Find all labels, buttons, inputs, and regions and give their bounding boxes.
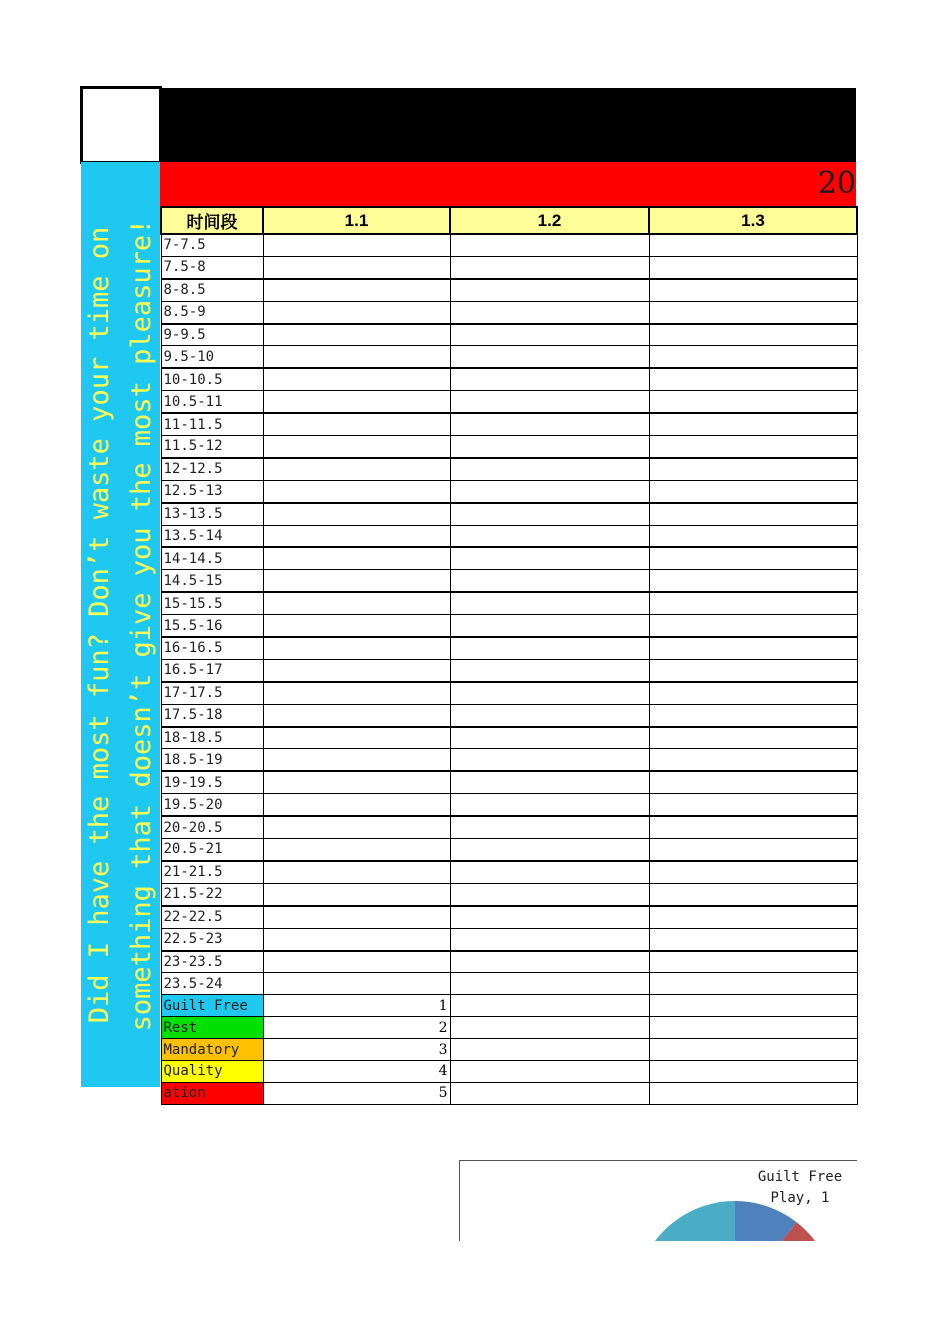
time-slot-cell: 13.5-14 xyxy=(161,525,263,547)
schedule-cell-day-2[interactable] xyxy=(450,951,649,973)
schedule-cell-day-1[interactable] xyxy=(263,570,450,592)
schedule-cell-day-3[interactable] xyxy=(649,346,857,368)
date-banner-text: 20 xyxy=(817,166,856,201)
table-row xyxy=(161,839,857,861)
schedule-cell-day-2[interactable] xyxy=(450,324,649,346)
schedule-cell-day-1[interactable] xyxy=(263,234,450,256)
schedule-cell-day-1[interactable] xyxy=(263,771,450,793)
schedule-cell-day-3[interactable] xyxy=(649,458,857,480)
table-row xyxy=(161,458,857,480)
time-slot-cell: 14.5-15 xyxy=(161,570,263,592)
table-row xyxy=(161,413,857,435)
logo-box xyxy=(80,86,162,164)
table-row xyxy=(161,906,857,928)
time-slot-cell: 12-12.5 xyxy=(161,458,263,480)
time-slot-cell: 21-21.5 xyxy=(161,861,263,883)
time-slot-cell: 9-9.5 xyxy=(161,324,263,346)
time-slot-cell: 18-18.5 xyxy=(161,727,263,749)
schedule-cell-day-3[interactable] xyxy=(649,324,857,346)
schedule-cell-day-1[interactable] xyxy=(263,324,450,346)
schedule-cell-day-3[interactable] xyxy=(649,816,857,838)
schedule-cell-day-2[interactable] xyxy=(450,525,649,547)
header-day-1: 1.1 xyxy=(263,207,450,234)
legend-label: Mandatory xyxy=(161,1039,263,1061)
schedule-table xyxy=(160,206,858,1105)
schedule-cell-day-2[interactable] xyxy=(450,570,649,592)
table-row xyxy=(161,279,857,301)
schedule-cell-day-2[interactable] xyxy=(450,906,649,928)
table-row xyxy=(161,816,857,838)
schedule-cell-day-2[interactable] xyxy=(450,391,649,413)
table-row xyxy=(161,704,857,726)
schedule-cell-day-1[interactable] xyxy=(263,973,450,995)
schedule-cell-day-3[interactable] xyxy=(649,749,857,771)
legend-row xyxy=(161,1039,857,1061)
schedule-cell-day-2[interactable] xyxy=(450,839,649,861)
schedule-cell-day-2[interactable] xyxy=(450,368,649,390)
table-row xyxy=(161,301,857,323)
table-row xyxy=(161,436,857,458)
time-slot-cell: 20-20.5 xyxy=(161,816,263,838)
time-slot-cell: 18.5-19 xyxy=(161,749,263,771)
time-slot-cell: 13-13.5 xyxy=(161,503,263,525)
time-slot-cell: 23.5-24 xyxy=(161,973,263,995)
schedule-cell-day-1[interactable] xyxy=(263,951,450,973)
pie-data-label-line2: Play, 1 xyxy=(770,1190,830,1206)
schedule-cell-day-2[interactable] xyxy=(450,346,649,368)
legend-value: 4 xyxy=(263,1060,450,1082)
table-row xyxy=(161,794,857,816)
time-slot-cell: 11.5-12 xyxy=(161,436,263,458)
schedule-cell-day-2[interactable] xyxy=(450,413,649,435)
time-slot-cell: 22-22.5 xyxy=(161,906,263,928)
legend-label: Guilt Free xyxy=(161,995,263,1017)
header-day-3: 1.3 xyxy=(649,207,857,234)
schedule-cell-day-2[interactable] xyxy=(450,637,649,659)
time-slot-cell: 14-14.5 xyxy=(161,547,263,569)
schedule-cell-day-3[interactable] xyxy=(649,615,857,637)
table-row xyxy=(161,951,857,973)
time-slot-cell: 17-17.5 xyxy=(161,682,263,704)
table-row xyxy=(161,368,857,390)
motto-text xyxy=(81,172,160,1077)
legend-empty-cell xyxy=(450,1039,649,1061)
legend-empty-cell xyxy=(649,1017,857,1039)
schedule-cell-day-3[interactable] xyxy=(649,413,857,435)
schedule-cell-day-2[interactable] xyxy=(450,480,649,502)
schedule-cell-day-1[interactable] xyxy=(263,547,450,569)
time-slot-cell: 23-23.5 xyxy=(161,951,263,973)
schedule-cell-day-1[interactable] xyxy=(263,861,450,883)
header-time-period: 时间段 xyxy=(161,207,263,234)
table-row xyxy=(161,480,857,502)
schedule-cell-day-2[interactable] xyxy=(450,301,649,323)
motto-banner xyxy=(81,162,160,1087)
legend-value: 5 xyxy=(263,1082,450,1104)
schedule-cell-day-3[interactable] xyxy=(649,503,857,525)
schedule-cell-day-3[interactable] xyxy=(649,301,857,323)
schedule-cell-day-3[interactable] xyxy=(649,951,857,973)
time-slot-cell: 10.5-11 xyxy=(161,391,263,413)
schedule-cell-day-3[interactable] xyxy=(649,256,857,278)
schedule-cell-day-3[interactable] xyxy=(649,592,857,614)
table-row xyxy=(161,682,857,704)
schedule-cell-day-2[interactable] xyxy=(450,234,649,256)
schedule-body xyxy=(161,234,857,1104)
schedule-cell-day-3[interactable] xyxy=(649,659,857,681)
table-row xyxy=(161,727,857,749)
title-banner xyxy=(160,88,856,162)
legend-label: Rest xyxy=(161,1017,263,1039)
date-banner xyxy=(160,162,856,206)
table-row xyxy=(161,771,857,793)
schedule-cell-day-1[interactable] xyxy=(263,525,450,547)
schedule-cell-day-2[interactable] xyxy=(450,503,649,525)
time-slot-cell: 17.5-18 xyxy=(161,704,263,726)
time-slot-cell: 16-16.5 xyxy=(161,637,263,659)
table-row xyxy=(161,503,857,525)
legend-row xyxy=(161,1082,857,1104)
schedule-cell-day-1[interactable] xyxy=(263,368,450,390)
schedule-cell-day-3[interactable] xyxy=(649,547,857,569)
schedule-cell-day-2[interactable] xyxy=(450,682,649,704)
time-slot-cell: 11-11.5 xyxy=(161,413,263,435)
schedule-cell-day-1[interactable] xyxy=(263,727,450,749)
legend-empty-cell xyxy=(450,995,649,1017)
schedule-cell-day-2[interactable] xyxy=(450,771,649,793)
schedule-cell-day-1[interactable] xyxy=(263,279,450,301)
schedule-cell-day-3[interactable] xyxy=(649,928,857,950)
time-slot-cell: 20.5-21 xyxy=(161,839,263,861)
schedule-cell-day-2[interactable] xyxy=(450,256,649,278)
schedule-cell-day-2[interactable] xyxy=(450,928,649,950)
schedule-cell-day-1[interactable] xyxy=(263,615,450,637)
legend-empty-cell xyxy=(450,1060,649,1082)
motto-line-2: something that doesn’t give you the most pleasure! xyxy=(125,218,157,1031)
time-slot-cell: 12.5-13 xyxy=(161,480,263,502)
legend-value: 1 xyxy=(263,995,450,1017)
table-row xyxy=(161,615,857,637)
schedule-cell-day-1[interactable] xyxy=(263,301,450,323)
schedule-cell-day-2[interactable] xyxy=(450,816,649,838)
schedule-cell-day-1[interactable] xyxy=(263,458,450,480)
schedule-cell-day-2[interactable] xyxy=(450,436,649,458)
schedule-cell-day-3[interactable] xyxy=(649,480,857,502)
schedule-cell-day-1[interactable] xyxy=(263,346,450,368)
schedule-cell-day-3[interactable] xyxy=(649,727,857,749)
schedule-cell-day-3[interactable] xyxy=(649,234,857,256)
schedule-cell-day-3[interactable] xyxy=(649,861,857,883)
schedule-cell-day-1[interactable] xyxy=(263,839,450,861)
schedule-cell-day-3[interactable] xyxy=(649,570,857,592)
table-row xyxy=(161,324,857,346)
pie-chart xyxy=(459,1160,857,1241)
legend-row xyxy=(161,1017,857,1039)
schedule-cell-day-2[interactable] xyxy=(450,749,649,771)
schedule-cell-day-1[interactable] xyxy=(263,749,450,771)
time-slot-cell: 22.5-23 xyxy=(161,928,263,950)
schedule-cell-day-1[interactable] xyxy=(263,928,450,950)
schedule-cell-day-2[interactable] xyxy=(450,592,649,614)
schedule-cell-day-3[interactable] xyxy=(649,637,857,659)
schedule-cell-day-1[interactable] xyxy=(263,391,450,413)
schedule-cell-day-3[interactable] xyxy=(649,906,857,928)
schedule-cell-day-3[interactable] xyxy=(649,839,857,861)
schedule-cell-day-3[interactable] xyxy=(649,704,857,726)
schedule-cell-day-3[interactable] xyxy=(649,883,857,905)
schedule-cell-day-1[interactable] xyxy=(263,682,450,704)
schedule-cell-day-3[interactable] xyxy=(649,368,857,390)
time-slot-cell: 7.5-8 xyxy=(161,256,263,278)
time-slot-cell: 8-8.5 xyxy=(161,279,263,301)
pie-data-label xyxy=(750,1167,850,1209)
legend-empty-cell xyxy=(450,1017,649,1039)
legend-empty-cell xyxy=(649,1039,857,1061)
schedule-cell-day-2[interactable] xyxy=(450,794,649,816)
schedule-cell-day-3[interactable] xyxy=(649,525,857,547)
table-row xyxy=(161,973,857,995)
legend-empty-cell xyxy=(649,995,857,1017)
header-day-2: 1.2 xyxy=(450,207,649,234)
legend-label: Quality xyxy=(161,1060,263,1082)
time-slot-cell: 19-19.5 xyxy=(161,771,263,793)
time-slot-cell: 15.5-16 xyxy=(161,615,263,637)
schedule-cell-day-1[interactable] xyxy=(263,816,450,838)
time-slot-cell: 15-15.5 xyxy=(161,592,263,614)
schedule-cell-day-1[interactable] xyxy=(263,503,450,525)
time-slot-cell: 10-10.5 xyxy=(161,368,263,390)
legend-row xyxy=(161,995,857,1017)
header-row xyxy=(161,207,857,234)
schedule-cell-day-2[interactable] xyxy=(450,973,649,995)
schedule-cell-day-1[interactable] xyxy=(263,413,450,435)
schedule-cell-day-2[interactable] xyxy=(450,659,649,681)
schedule-cell-day-3[interactable] xyxy=(649,771,857,793)
table-row xyxy=(161,570,857,592)
table-row xyxy=(161,547,857,569)
time-slot-cell: 19.5-20 xyxy=(161,794,263,816)
schedule-cell-day-1[interactable] xyxy=(263,256,450,278)
table-row xyxy=(161,234,857,256)
schedule-cell-day-3[interactable] xyxy=(649,682,857,704)
schedule-cell-day-1[interactable] xyxy=(263,480,450,502)
table-row xyxy=(161,749,857,771)
schedule-cell-day-2[interactable] xyxy=(450,279,649,301)
table-row xyxy=(161,883,857,905)
table-row xyxy=(161,659,857,681)
schedule-cell-day-2[interactable] xyxy=(450,704,649,726)
schedule-cell-day-1[interactable] xyxy=(263,637,450,659)
schedule-cell-day-1[interactable] xyxy=(263,704,450,726)
table-row xyxy=(161,637,857,659)
schedule-cell-day-3[interactable] xyxy=(649,436,857,458)
time-slot-cell: 21.5-22 xyxy=(161,883,263,905)
time-slot-cell: 9.5-10 xyxy=(161,346,263,368)
pie-data-label-line1: Guilt Free xyxy=(757,1169,843,1185)
legend-empty-cell xyxy=(450,1082,649,1104)
schedule-cell-day-1[interactable] xyxy=(263,659,450,681)
table-row xyxy=(161,256,857,278)
table-row xyxy=(161,928,857,950)
pie-slice xyxy=(641,1201,735,1241)
schedule-cell-day-2[interactable] xyxy=(450,727,649,749)
table-row xyxy=(161,346,857,368)
time-slot-cell: 7-7.5 xyxy=(161,234,263,256)
schedule-cell-day-2[interactable] xyxy=(450,615,649,637)
schedule-cell-day-2[interactable] xyxy=(450,458,649,480)
legend-label: ation xyxy=(161,1082,263,1104)
table-row xyxy=(161,592,857,614)
legend-value: 3 xyxy=(263,1039,450,1061)
legend-empty-cell xyxy=(649,1060,857,1082)
schedule-cell-day-1[interactable] xyxy=(263,794,450,816)
time-slot-cell: 8.5-9 xyxy=(161,301,263,323)
schedule-cell-day-2[interactable] xyxy=(450,547,649,569)
schedule-cell-day-1[interactable] xyxy=(263,883,450,905)
schedule-cell-day-3[interactable] xyxy=(649,973,857,995)
table-row xyxy=(161,861,857,883)
schedule-cell-day-1[interactable] xyxy=(263,592,450,614)
schedule-cell-day-1[interactable] xyxy=(263,436,450,458)
legend-value: 2 xyxy=(263,1017,450,1039)
table-row xyxy=(161,391,857,413)
schedule-cell-day-3[interactable] xyxy=(649,794,857,816)
schedule-cell-day-1[interactable] xyxy=(263,906,450,928)
schedule-cell-day-3[interactable] xyxy=(649,391,857,413)
schedule-cell-day-2[interactable] xyxy=(450,883,649,905)
motto-line-1: Did I have the most fun? Don’t waste your time on xyxy=(83,226,115,1023)
legend-empty-cell xyxy=(649,1082,857,1104)
schedule-cell-day-2[interactable] xyxy=(450,861,649,883)
schedule-cell-day-3[interactable] xyxy=(649,279,857,301)
time-slot-cell: 16.5-17 xyxy=(161,659,263,681)
legend-row xyxy=(161,1060,857,1082)
table-row xyxy=(161,525,857,547)
